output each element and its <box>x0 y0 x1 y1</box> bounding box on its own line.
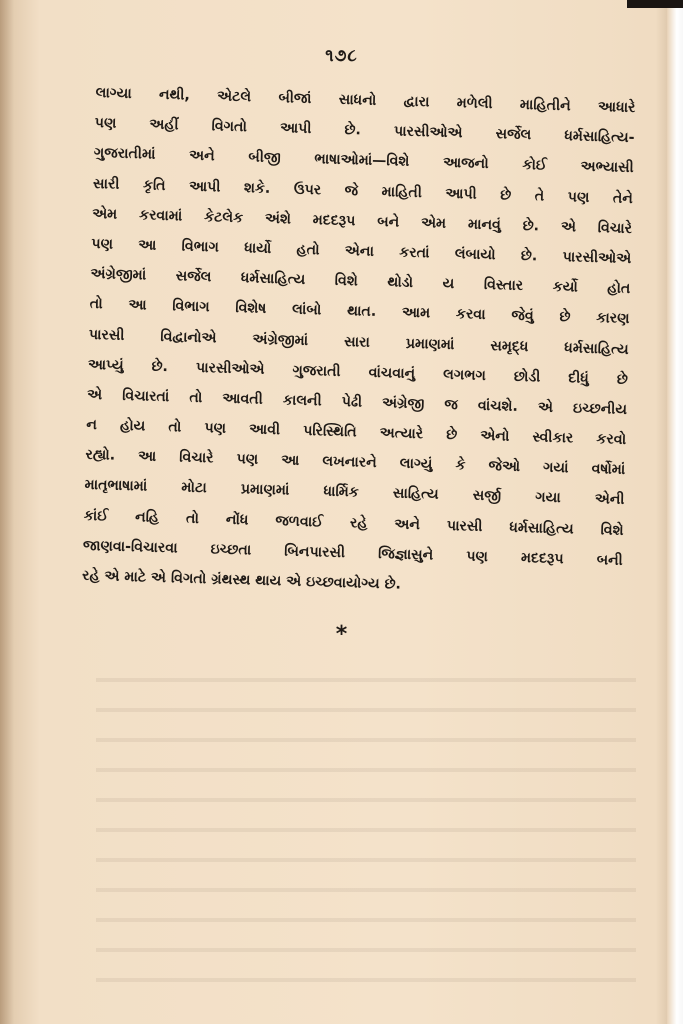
text-line: ગુજરાતીમાં અને બીજી ભાષાઓમાં—વિશે આજનો કોઈ અભ્યાસી <box>93 145 634 177</box>
section-end-asterisk: * <box>335 622 348 647</box>
text-line: લાગ્યા નથી, એટલે બીજાં સાધનો દ્વારા મળેલી માહિતીને આધારે <box>95 84 636 117</box>
text-line: પણ આ વિભાગ ધાર્યો હતો એના કરતાં લંબાયો છે. પારસીઓએ <box>91 235 632 267</box>
text-line-last: રહે એ માટે એ વિગતો ગ્રંથસ્થ થાય એ ઇચ્છવાયોગ્ય છે. <box>81 567 402 593</box>
scan-border <box>627 0 683 8</box>
text-line: ન હોય તો પણ આવી પરિસ્થિતિ અત્યારે છે એનો સ્વીકાર કરવો <box>86 416 627 449</box>
text-line: કાંઈ નહિ તો નોંધ જળવાઈ રહે અને પારસી ધર્મસાહિત્ય વિશે <box>83 507 624 539</box>
page-right-margin <box>667 0 683 1024</box>
text-line: પારસી વિદ્વાનોએ અંગ્રેજીમાં સારા પ્રમાણમાં સમૃદ્ધ ધર્મસાહિત્ય <box>88 326 629 358</box>
text-line: તો આ વિભાગ વિશેષ લાંબો થાત. આમ કરવા જેવું છે કારણ <box>89 296 630 328</box>
text-line: અંગ્રેજીમાં સર્જેલ ધર્મસાહિત્ય વિશે થોડો ય વિસ્તાર કર્યો હોત <box>90 266 631 298</box>
text-line: પણ અહીં વિગતો આપી છે. પારસીઓએ સર્જેલ ધર્મસાહિત્ય- <box>94 115 635 147</box>
text-line: માતૃભાષામાં મોટા પ્રમાણમાં ધાર્મિક સાહિત્ય સર્જી ગયા એની <box>84 477 625 509</box>
text-line: આપ્યું છે. પારસીઓએ ગુજરાતી વાંચવાનું લગભગ છોડી દીધું છે <box>87 356 629 388</box>
body-text <box>82 78 636 606</box>
text-line: એમ કરવામાં કેટલેક અંશે મદદરૂપ બને એમ માનવું છે. એ વિચારે <box>91 205 633 237</box>
page-number: ૧૭૮ <box>325 46 358 66</box>
text-line: રહ્યો. આ વિચારે પણ આ લખનારને લાગ્યું કે જેઓ ગયાં વર્ષોમાં <box>85 447 626 479</box>
reverse-side-show-through <box>96 660 636 990</box>
text-line: સારી કૃતિ આપી શકે. ઉપર જે માહિતી આપી છે તે પણ તેને <box>92 175 634 207</box>
text-line: જાણવા-વિચારવા ઇચ્છતા બિનપારસી જિજ્ઞાસુને પણ મદદરૂપ બની <box>82 537 623 569</box>
page-gutter-shadow <box>0 0 14 1024</box>
text-line: એ વિચારતાં તો આવતી કાલની પેઢી અંગ્રેજી જ વાંચશે. એ ઇચ્છનીય <box>86 386 628 418</box>
